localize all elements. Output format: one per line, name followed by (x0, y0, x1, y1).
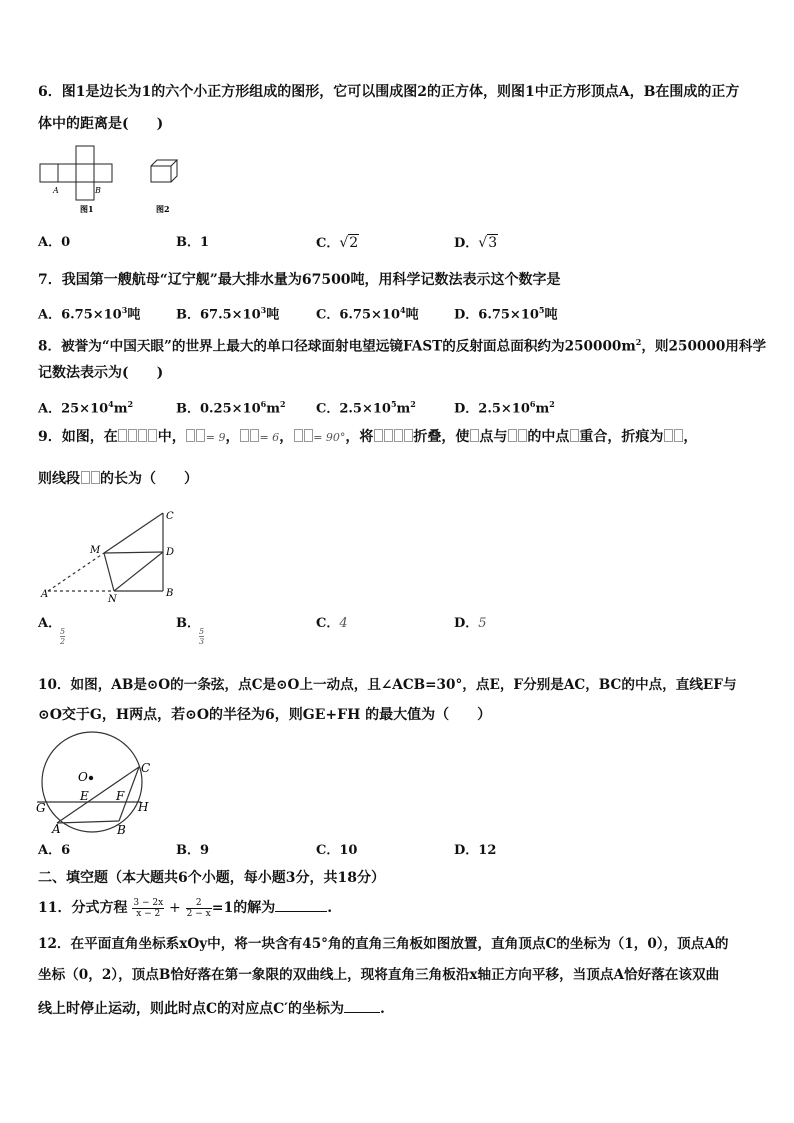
label-d: D (166, 547, 175, 558)
q9-option-a: A． (38, 616, 62, 631)
q9-option-b-value: 5 3 (199, 627, 205, 646)
q9-option-a-value: 5 2 (60, 627, 66, 646)
q9-option-c: C．4 (316, 616, 348, 631)
q10-text-line1: 10．如图，AB是⊙O的一条弦，点C是⊙O上一动点，且∠ACB=30°，点E，F分别是AC，BC的中点，直线EF与 (38, 677, 737, 693)
dashed-am (48, 553, 104, 591)
segment-mc (104, 513, 163, 553)
cube-front (151, 166, 171, 182)
answer-blank (275, 897, 327, 912)
fig1-caption: 图1 (80, 204, 94, 214)
q9-text-line2: 则线段 的长为（ ） (38, 471, 198, 487)
q7-text: 7．我国第一艘航母“辽宁舰”最大排水量为67500吨，用科学记数法表示这个数字是 (38, 272, 561, 288)
section-heading: 二、填空题（本大题共6个小题，每小题3分，共18分） (38, 870, 385, 886)
fig2-caption: 图2 (156, 204, 170, 214)
q12-text-line1: 12．在平面直角坐标系xOy中，将一块含有45°角的直角三角板如图放置，直角顶点C的坐标为（1，0），顶点A的 (38, 936, 729, 952)
label-a: A (53, 186, 59, 195)
q6-text-line1: 6．图1是边长为1的六个小正方形组成的图形，它可以围成图2的正方体，则图1中正方形顶点A，B在围成的正方 (38, 84, 740, 100)
chord-ab (57, 821, 119, 823)
net-square (76, 182, 94, 200)
q8-option-b: B．$0.25\times 10^6m^2$ (176, 399, 286, 417)
fraction-1: $\frac{3 - 2x}{x - 2}$ (133, 897, 164, 919)
q7-option-c: C．$6.75\times 10^4$吨 (316, 305, 419, 323)
q7-option-b: B．$67.5\times 10^3$吨 (176, 305, 280, 323)
chord-ac (57, 767, 139, 823)
q8-text-line1: 8．被誉为“中国天眼”的世界上最大的单口径球面射电望远镜FAST的反射面总面积约为$250000m^2$，则250000用科学 (38, 337, 767, 355)
fraction-2: $\frac{2}{2 - x}$ (186, 897, 211, 919)
q9-option-d: D．5 (454, 616, 487, 631)
q6-option-d: D．√3 (454, 235, 498, 251)
label-a: A (52, 822, 61, 836)
q9-figure (38, 505, 183, 605)
label-b: B (166, 588, 174, 599)
cube-top (151, 160, 177, 166)
net-square (58, 164, 76, 182)
sqrt-three: √3 (478, 235, 498, 251)
q10-figure (34, 730, 154, 838)
q6-option-c: C．√2 (316, 235, 359, 251)
sqrt-two: √2 (339, 235, 359, 251)
q6-figure (38, 142, 198, 217)
q8-text-line2: 记数法表示为( ) (38, 365, 164, 381)
label-c: C (166, 511, 174, 522)
q11-text: 11．分式方程 $\frac{3 - 2x}{x - 2}$ + $\frac{2}{2 - x}$ =1的解为 . (38, 897, 333, 919)
label-g: G (36, 801, 46, 815)
net-square (76, 164, 94, 182)
q10-text-line2: ⊙O交于G，H两点，若⊙O的半径为6，则GE+FH 的最大值为（ ） (38, 707, 492, 723)
q6-option-b: B．1 (176, 235, 210, 250)
net-square (40, 164, 58, 182)
label-h: H (138, 800, 149, 814)
label-f: F (116, 789, 125, 803)
q10-option-a: A．6 (38, 843, 71, 858)
answer-blank (344, 998, 380, 1013)
q8-option-a: A．$25\times 10^4m^2$ (38, 399, 134, 417)
label-b: B (117, 823, 126, 837)
q10-option-d: D．12 (454, 843, 497, 858)
q8-option-d: D．$2.5\times 10^6m^2$ (454, 399, 555, 417)
q8-option-c: C．$2.5\times 10^5m^2$ (316, 399, 416, 417)
q12-text-line2: 坐标（0，2），顶点B恰好落在第一象限的双曲线上，现将直角三角板沿x轴正方向平移，当顶点A恰好落在该双曲 (38, 967, 720, 983)
q7-option-a: A．$6.75\times 10^3$吨 (38, 305, 141, 323)
label-e: E (80, 789, 89, 803)
circle-o (42, 732, 142, 832)
label-m: M (90, 545, 101, 556)
q9-option-b: B． (176, 616, 200, 631)
segment-mn (104, 553, 114, 591)
net-square (94, 164, 112, 182)
label-o: O (78, 770, 88, 784)
q12-text-line3: 线上时停止运动，则此时点C的对应点C′的坐标为 . (38, 998, 385, 1018)
label-a: A (41, 589, 49, 600)
q6-text-line2: 体中的距离是( ) (38, 116, 164, 132)
label-n: N (108, 594, 117, 605)
q6-option-a: A．0 (38, 235, 71, 250)
q9-text-line1: 9．如图，在 中， = 9， = 6， = 90°，将 折叠，使 点与 的中点 重合，折痕为 ， (38, 429, 698, 445)
center-dot (89, 776, 93, 780)
q10-option-b: B．9 (176, 843, 210, 858)
q10-option-c: C．10 (316, 843, 358, 858)
net-square (76, 146, 94, 164)
label-c: C (141, 761, 151, 775)
segment-md (104, 552, 163, 553)
segment-nd (114, 552, 163, 591)
q7-option-d: D．$6.75\times 10^5$吨 (454, 305, 558, 323)
label-b: B (95, 186, 101, 195)
